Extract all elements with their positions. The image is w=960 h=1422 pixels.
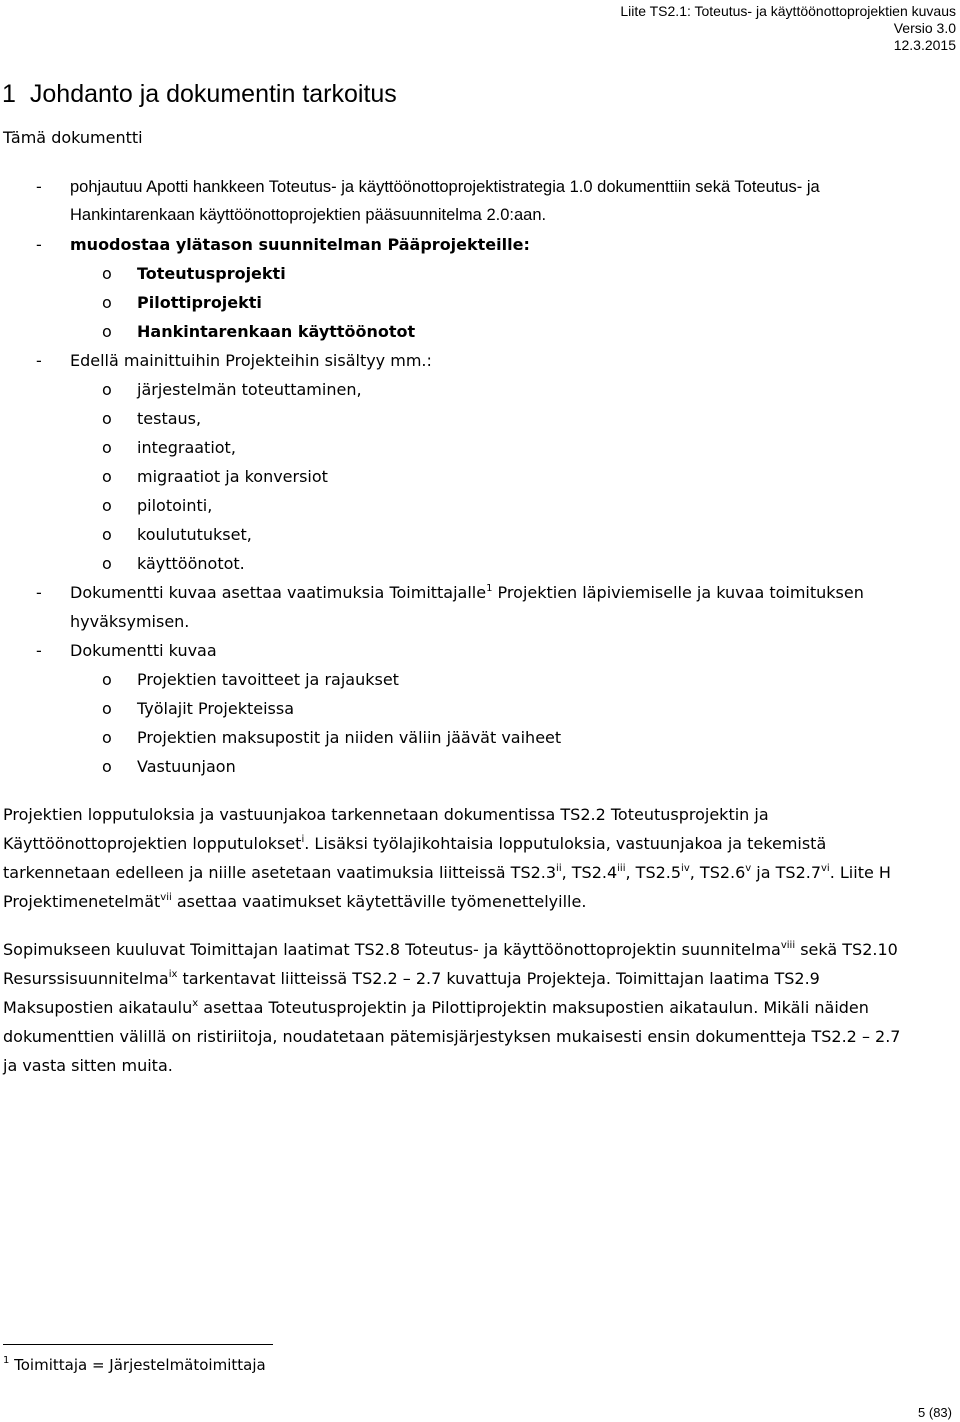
text-run: ja TS2.7 [751, 863, 822, 882]
bullet-marker: o [102, 670, 112, 689]
bullet-marker: o [102, 699, 112, 718]
endnote-ref[interactable]: viii [780, 940, 796, 951]
text-run: , TS2.6 [689, 863, 746, 882]
text-run: Projektimenetelmät [3, 892, 161, 911]
intro-text: Tämä dokumentti [3, 128, 143, 147]
bullet-marker: o [102, 728, 112, 747]
text-run: asettaa vaatimukset käytettäville työmenettelyille. [171, 892, 587, 911]
bullet-marker: o [102, 438, 112, 457]
text-run: , TS2.5 [625, 863, 682, 882]
page-number: 5 (83) [918, 1405, 952, 1420]
paragraph-line [3, 998, 869, 1018]
footnote-separator [3, 1344, 273, 1345]
paragraph-line: Projektien lopputuloksia ja vastuunjakoa tarkennetaan dokumentissa TS2.2 Toteutusprojektin ja [3, 805, 769, 824]
sub-item: Hankintarenkaan käyttöönotot [137, 322, 416, 341]
footnote-number: 1 [3, 1355, 10, 1366]
list-item [70, 583, 864, 603]
text-run: Resurssisuunnitelma [3, 969, 169, 988]
sub-item: Pilottiprojekti [137, 293, 262, 312]
section-heading [2, 80, 397, 109]
endnote-ref[interactable]: ii [556, 863, 562, 874]
dash-marker: - [36, 235, 42, 254]
endnote-ref[interactable]: iv [681, 863, 690, 874]
text-run: , TS2.4 [561, 863, 618, 882]
bullet-marker: o [102, 409, 112, 428]
text-run: . Liite H [829, 863, 891, 882]
endnote-ref[interactable]: iii [617, 863, 626, 874]
paragraph-line [3, 834, 826, 854]
endnote-ref[interactable]: v [745, 863, 752, 874]
endnote-ref[interactable]: i [301, 834, 305, 845]
sub-item: koulututukset, [137, 525, 252, 544]
sub-item: testaus, [137, 409, 202, 428]
dash-marker: - [36, 351, 42, 370]
text-run: Sopimukseen kuuluvat Toimittajan laatimat TS2.8 Toteutus- ja käyttöönottoprojektin suunnitelma [3, 940, 781, 959]
list-item: muodostaa ylätason suunnitelman Pääprojekteille: [70, 235, 530, 254]
bullet-marker: o [102, 293, 112, 312]
bullet-marker: o [102, 757, 112, 776]
sub-item: pilotointi, [137, 496, 213, 515]
bullet-marker: o [102, 380, 112, 399]
sub-item: Projektien tavoitteet ja rajaukset [137, 670, 399, 689]
text-run: . Lisäksi työlajikohtaisia lopputuloksia, vastuunjakoa ja tekemistä [304, 834, 827, 853]
list-item-text: Dokumentti kuvaa asettaa vaatimuksia Toimittajalle [70, 583, 487, 602]
endnote-ref[interactable]: x [192, 998, 199, 1009]
bullet-marker: o [102, 322, 112, 341]
paragraph-line [3, 863, 891, 883]
paragraph-line [3, 892, 586, 912]
dash-marker: - [36, 583, 42, 602]
sub-item: käyttöönotot. [137, 554, 245, 573]
list-item-cont: hyväksymisen. [70, 612, 190, 631]
sub-item: migraatiot ja konversiot [137, 467, 328, 486]
sub-item: järjestelmän toteuttaminen, [137, 380, 362, 399]
text-run: sekä TS2.10 [795, 940, 898, 959]
list-item-cont: Hankintarenkaan käyttöönottoprojektien pääsuunnitelma 2.0:aan. [70, 206, 547, 224]
paragraph-line: dokumenttien välillä on ristiriitoja, noudatetaan pätemisjärjestyksen mukaisesti ensin dokumentteja TS2.2 – 2.7 [3, 1027, 901, 1046]
text-run: Käyttöönottoprojektien lopputulokset [3, 834, 302, 853]
dash-marker: - [36, 177, 42, 196]
document-header [620, 3, 956, 54]
section-number: 1 [2, 80, 16, 108]
text-run: tarkennetaan edelleen ja niille asetetaan vaatimuksia liitteissä TS2.3 [3, 863, 557, 882]
text-run: Maksupostien aikataulu [3, 998, 193, 1017]
endnote-ref[interactable]: vi [821, 863, 830, 874]
paragraph-line: ja vasta sitten muita. [3, 1056, 173, 1075]
sub-item: Toteutusprojekti [137, 264, 286, 283]
bullet-marker: o [102, 264, 112, 283]
header-version: Versio 3.0 [893, 20, 956, 36]
endnote-ref[interactable]: vii [160, 892, 172, 903]
paragraph-line [3, 969, 820, 989]
list-item: Edellä mainittuihin Projekteihin sisältyy mm.: [70, 351, 432, 370]
bullet-marker: o [102, 496, 112, 515]
list-item: pohjautuu Apotti hankkeen Toteutus- ja käyttöönottoprojektistrategia 1.0 dokumenttiin sekä Toteutus- ja [70, 178, 820, 196]
bullet-marker: o [102, 467, 112, 486]
bullet-marker: o [102, 554, 112, 573]
sub-item: Työlajit Projekteissa [137, 699, 295, 718]
header-date: 12.3.2015 [893, 37, 956, 53]
list-item: Dokumentti kuvaa [70, 641, 217, 660]
footnote [3, 1356, 266, 1374]
footnote-text: Toimittaja = Järjestelmätoimittaja [9, 1356, 266, 1374]
sub-item: Projektien maksupostit ja niiden väliin jäävät vaiheet [137, 728, 562, 747]
text-run: tarkentavat liitteissä TS2.2 – 2.7 kuvattuja Projekteja. Toimittajan laatima TS2.9 [177, 969, 820, 988]
sub-item: Vastuunjaon [137, 757, 236, 776]
footnote-ref[interactable]: 1 [486, 583, 493, 594]
list-item-text: Projektien läpiviemiselle ja kuvaa toimituksen [492, 583, 864, 602]
endnote-ref[interactable]: ix [168, 969, 178, 980]
bullet-marker: o [102, 525, 112, 544]
paragraph-line [3, 940, 898, 960]
header-title: Liite TS2.1: Toteutus- ja käyttöönottoprojektien kuvaus [620, 3, 956, 19]
dash-marker: - [36, 641, 42, 660]
section-title: Johdanto ja dokumentin tarkoitus [29, 80, 397, 108]
sub-item: integraatiot, [137, 438, 236, 457]
text-run: asettaa Toteutusprojektin ja Pilottiprojektin maksupostien aikataulun. Mikäli näiden [198, 998, 869, 1017]
